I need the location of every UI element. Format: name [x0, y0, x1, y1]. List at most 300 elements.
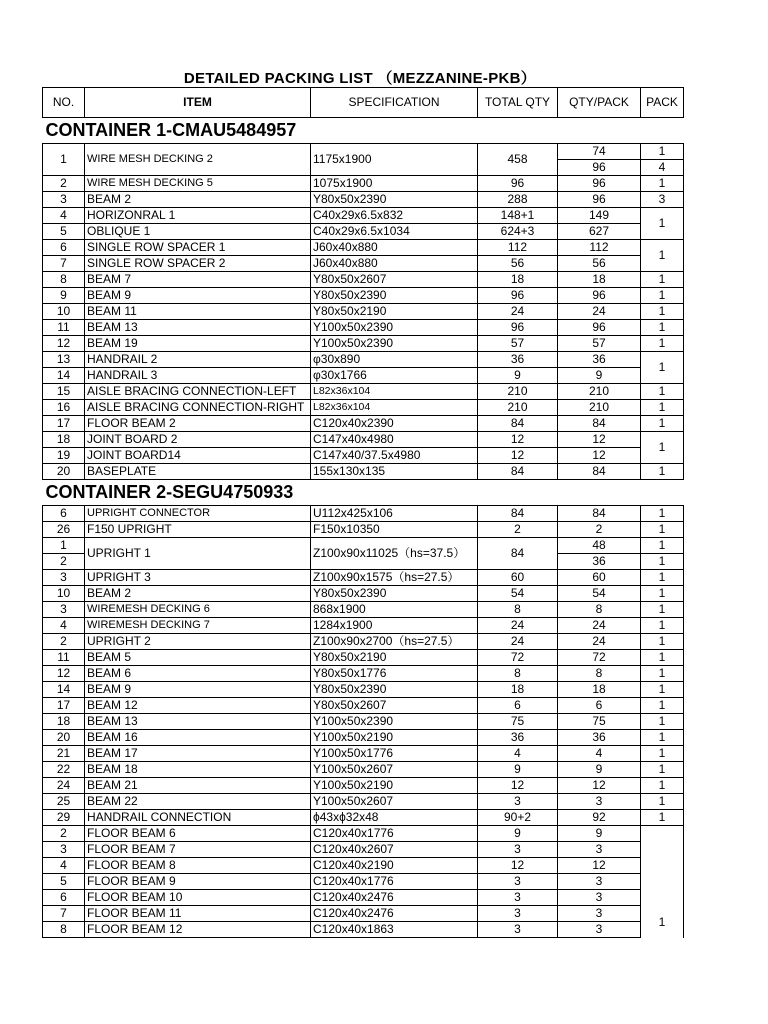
- item-cell: JOINT BOARD14: [85, 448, 311, 464]
- no-cell: 11: [43, 650, 85, 666]
- container-heading-row: [43, 480, 684, 506]
- spec-cell: Y100x50x2190: [311, 730, 478, 746]
- item-cell: FLOOR BEAM 2: [85, 416, 311, 432]
- no-cell: 12: [43, 666, 85, 682]
- total-cell: 36: [478, 352, 558, 368]
- item-cell: BEAM 18: [85, 762, 311, 778]
- no-cell: 24: [43, 778, 85, 794]
- table-row: [43, 714, 684, 730]
- total-cell: 12: [478, 432, 558, 448]
- item-cell: HANDRAIL 2: [85, 352, 311, 368]
- table-row: [43, 762, 684, 778]
- total-cell: 18: [478, 682, 558, 698]
- total-cell: 60: [478, 570, 558, 586]
- table-row: [43, 144, 684, 160]
- spec-cell: L82x36x104: [311, 400, 478, 416]
- container-heading: CONTAINER 2-SEGU4750933: [43, 480, 684, 506]
- qty-cell: 9: [558, 368, 641, 384]
- pack-cell: 1: [641, 288, 684, 304]
- pack-cell: 1: [641, 666, 684, 682]
- qty-cell: 9: [558, 762, 641, 778]
- item-cell: WIREMESH DECKING 6: [85, 602, 311, 618]
- spec-cell: 155x130x135: [311, 464, 478, 480]
- qty-cell: 84: [558, 506, 641, 522]
- qty-cell: 2: [558, 522, 641, 538]
- pack-cell: 4: [641, 160, 684, 176]
- item-cell: FLOOR BEAM 8: [85, 858, 311, 874]
- qty-cell: 48: [558, 538, 641, 554]
- no-cell: 20: [43, 730, 85, 746]
- total-cell: 96: [478, 176, 558, 192]
- item-cell: BEAM 6: [85, 666, 311, 682]
- item-cell: FLOOR BEAM 11: [85, 906, 311, 922]
- no-cell: 1: [43, 144, 85, 176]
- total-cell: 84: [478, 464, 558, 480]
- spec-cell: Y100x50x1776: [311, 746, 478, 762]
- spec-cell: Y80x50x2190: [311, 650, 478, 666]
- qty-cell: 60: [558, 570, 641, 586]
- table-row: [43, 874, 684, 890]
- table-row: [43, 890, 684, 906]
- pack-cell: 1: [641, 602, 684, 618]
- item-cell: HORIZONRAL 1: [85, 208, 311, 224]
- item-cell: BEAM 11: [85, 304, 311, 320]
- no-cell: 29: [43, 810, 85, 826]
- qty-cell: 627: [558, 224, 641, 240]
- spec-cell: C40x29x6.5x1034: [311, 224, 478, 240]
- total-cell: 9: [478, 762, 558, 778]
- table-row: [43, 826, 684, 842]
- pack-cell: 1: [641, 384, 684, 400]
- item-cell: UPRIGHT 1: [85, 538, 311, 570]
- total-cell: 36: [478, 730, 558, 746]
- item-cell: BEAM 13: [85, 320, 311, 336]
- qty-cell: 75: [558, 714, 641, 730]
- spec-cell: Y100x50x2390: [311, 320, 478, 336]
- item-cell: FLOOR BEAM 12: [85, 922, 311, 938]
- spec-cell: Y100x50x2607: [311, 794, 478, 810]
- table-row: [43, 906, 684, 922]
- table-row: [43, 922, 684, 938]
- pack-cell: 1: [641, 352, 684, 384]
- total-cell: 24: [478, 618, 558, 634]
- qty-cell: 96: [558, 320, 641, 336]
- spec-cell: J60x40x880: [311, 256, 478, 272]
- item-cell: BEAM 7: [85, 272, 311, 288]
- qty-cell: 210: [558, 384, 641, 400]
- no-cell: 21: [43, 746, 85, 762]
- pack-cell: 1: [641, 538, 684, 554]
- table-row: [43, 208, 684, 224]
- total-cell: 458: [478, 144, 558, 176]
- total-cell: 3: [478, 890, 558, 906]
- no-cell: 9: [43, 288, 85, 304]
- total-cell: 84: [478, 506, 558, 522]
- pack-cell: 1: [641, 730, 684, 746]
- item-cell: OBLIQUE 1: [85, 224, 311, 240]
- total-cell: 8: [478, 602, 558, 618]
- total-cell: 12: [478, 778, 558, 794]
- no-cell: 2: [43, 634, 85, 650]
- qty-cell: 3: [558, 922, 641, 938]
- qty-cell: 74: [558, 144, 641, 160]
- table-row: [43, 586, 684, 602]
- qty-cell: 24: [558, 304, 641, 320]
- spec-cell: F150x10350: [311, 522, 478, 538]
- total-cell: 4: [478, 746, 558, 762]
- no-cell: 22: [43, 762, 85, 778]
- item-cell: BEAM 12: [85, 698, 311, 714]
- pack-cell: 1: [641, 698, 684, 714]
- qty-cell: 96: [558, 288, 641, 304]
- table-row: [43, 384, 684, 400]
- item-cell: BEAM 9: [85, 288, 311, 304]
- qty-cell: 3: [558, 874, 641, 890]
- pack-cell: 1: [641, 208, 684, 240]
- table-row: [43, 368, 684, 384]
- column-header: QTY/PACK: [558, 88, 641, 118]
- total-cell: 9: [478, 368, 558, 384]
- no-cell: 2: [43, 554, 85, 570]
- pack-cell: 1: [641, 778, 684, 794]
- total-cell: 24: [478, 304, 558, 320]
- qty-cell: 56: [558, 256, 641, 272]
- pack-cell: 1: [641, 240, 684, 272]
- qty-cell: 57: [558, 336, 641, 352]
- qty-cell: 6: [558, 698, 641, 714]
- spec-cell: Y80x50x2390: [311, 192, 478, 208]
- no-cell: 15: [43, 384, 85, 400]
- item-cell: WIREMESH DECKING 7: [85, 618, 311, 634]
- spec-cell: Y80x50x2390: [311, 288, 478, 304]
- total-cell: 2: [478, 522, 558, 538]
- column-header: PACK: [641, 88, 684, 118]
- table-row: [43, 400, 684, 416]
- table-row: [43, 522, 684, 538]
- item-cell: BEAM 21: [85, 778, 311, 794]
- spec-cell: C120x40x1863: [311, 922, 478, 938]
- item-cell: FLOOR BEAM 6: [85, 826, 311, 842]
- spec-cell: C120x40x2476: [311, 906, 478, 922]
- pack-cell: 1: [641, 794, 684, 810]
- spec-cell: φ30x890: [311, 352, 478, 368]
- pack-cell: 1: [641, 464, 684, 480]
- spec-cell: C120x40x2190: [311, 858, 478, 874]
- total-cell: 288: [478, 192, 558, 208]
- item-cell: JOINT BOARD 2: [85, 432, 311, 448]
- pack-cell: 1: [641, 634, 684, 650]
- total-cell: 210: [478, 400, 558, 416]
- table-row: [43, 416, 684, 432]
- no-cell: 13: [43, 352, 85, 368]
- table-row: [43, 240, 684, 256]
- no-cell: 26: [43, 522, 85, 538]
- spec-cell: Z100x90x1575（hs=27.5）: [311, 570, 478, 586]
- table-row: [43, 778, 684, 794]
- qty-cell: 12: [558, 448, 641, 464]
- pack-cell: 1: [641, 522, 684, 538]
- qty-cell: 84: [558, 464, 641, 480]
- spec-cell: 868x1900: [311, 602, 478, 618]
- qty-cell: 210: [558, 400, 641, 416]
- table-row: [43, 192, 684, 208]
- table-row: [43, 602, 684, 618]
- spec-cell: C147x40x4980: [311, 432, 478, 448]
- header-row: [43, 88, 684, 118]
- item-cell: BEAM 17: [85, 746, 311, 762]
- total-cell: 90+2: [478, 810, 558, 826]
- no-cell: 7: [43, 256, 85, 272]
- total-cell: 18: [478, 272, 558, 288]
- spec-cell: C147x40/37.5x4980: [311, 448, 478, 464]
- column-header: ITEM: [85, 88, 311, 118]
- item-cell: BEAM 19: [85, 336, 311, 352]
- no-cell: 1: [43, 538, 85, 554]
- qty-cell: 36: [558, 730, 641, 746]
- table-row: [43, 448, 684, 464]
- no-cell: 3: [43, 192, 85, 208]
- qty-cell: 24: [558, 618, 641, 634]
- pack-cell: 1: [641, 682, 684, 698]
- spec-cell: 1075x1900: [311, 176, 478, 192]
- total-cell: 84: [478, 538, 558, 570]
- pack-cell: 1: [641, 320, 684, 336]
- item-cell: FLOOR BEAM 7: [85, 842, 311, 858]
- total-cell: 3: [478, 906, 558, 922]
- no-cell: 16: [43, 400, 85, 416]
- table-row: [43, 224, 684, 240]
- pack-cell: 1: [641, 416, 684, 432]
- table-row: [43, 272, 684, 288]
- no-cell: 25: [43, 794, 85, 810]
- page-title: DETAILED PACKING LIST （MEZZANINE-PKB）: [183, 70, 537, 87]
- total-cell: 3: [478, 794, 558, 810]
- qty-cell: 3: [558, 842, 641, 858]
- qty-cell: 36: [558, 352, 641, 368]
- spec-cell: C120x40x2476: [311, 890, 478, 906]
- no-cell: 3: [43, 842, 85, 858]
- qty-cell: 96: [558, 160, 641, 176]
- qty-cell: 92: [558, 810, 641, 826]
- spec-cell: φ30x1766: [311, 368, 478, 384]
- pack-cell: 1: [641, 176, 684, 192]
- no-cell: 10: [43, 304, 85, 320]
- qty-cell: 54: [558, 586, 641, 602]
- pack-cell: 1: [641, 272, 684, 288]
- no-cell: 18: [43, 432, 85, 448]
- item-cell: UPRIGHT 3: [85, 570, 311, 586]
- spec-cell: ϕ43xϕ32x48: [311, 810, 478, 826]
- item-cell: HANDRAIL CONNECTION: [85, 810, 311, 826]
- table-row: [43, 618, 684, 634]
- no-cell: 14: [43, 682, 85, 698]
- no-cell: 3: [43, 602, 85, 618]
- pack-cell: 1: [641, 304, 684, 320]
- qty-cell: 3: [558, 906, 641, 922]
- spec-cell: 1175x1900: [311, 144, 478, 176]
- pack-cell: 1: [641, 432, 684, 464]
- total-cell: 210: [478, 384, 558, 400]
- total-cell: 9: [478, 826, 558, 842]
- packing-list-table: [42, 87, 684, 938]
- column-header: TOTAL QTY: [478, 88, 558, 118]
- spec-cell: Y80x50x2607: [311, 698, 478, 714]
- qty-cell: 84: [558, 416, 641, 432]
- spec-cell: C40x29x6.5x832: [311, 208, 478, 224]
- pack-cell: 1: [641, 570, 684, 586]
- table-row: [43, 506, 684, 522]
- table-row: [43, 432, 684, 448]
- qty-cell: 24: [558, 634, 641, 650]
- table-row: [43, 336, 684, 352]
- table-row: [43, 650, 684, 666]
- table-row: [43, 810, 684, 826]
- total-cell: 3: [478, 922, 558, 938]
- table-row: [43, 858, 684, 874]
- table-row: [43, 794, 684, 810]
- no-cell: 17: [43, 416, 85, 432]
- pack-cell: 1: [641, 586, 684, 602]
- table-row: [43, 256, 684, 272]
- item-cell: UPRIGHT CONNECTOR: [85, 506, 311, 522]
- column-header: SPECIFICATION: [311, 88, 478, 118]
- container-heading-row: [43, 118, 684, 144]
- spec-cell: Y80x50x2607: [311, 272, 478, 288]
- no-cell: 18: [43, 714, 85, 730]
- spec-cell: Y100x50x2390: [311, 714, 478, 730]
- table-row: [43, 666, 684, 682]
- qty-cell: 12: [558, 858, 641, 874]
- table-row: [43, 352, 684, 368]
- table-row: [43, 746, 684, 762]
- pack-cell: 1: [641, 826, 684, 938]
- spec-cell: J60x40x880: [311, 240, 478, 256]
- table-row: [43, 842, 684, 858]
- item-cell: BEAM 2: [85, 192, 311, 208]
- spec-cell: C120x40x2390: [311, 416, 478, 432]
- item-cell: FLOOR BEAM 9: [85, 874, 311, 890]
- qty-cell: 96: [558, 192, 641, 208]
- no-cell: 5: [43, 874, 85, 890]
- total-cell: 75: [478, 714, 558, 730]
- pack-cell: 1: [641, 810, 684, 826]
- pack-cell: 1: [641, 650, 684, 666]
- no-cell: 12: [43, 336, 85, 352]
- qty-cell: 72: [558, 650, 641, 666]
- no-cell: 5: [43, 224, 85, 240]
- qty-cell: 36: [558, 554, 641, 570]
- item-cell: UPRIGHT 2: [85, 634, 311, 650]
- pack-cell: 1: [641, 714, 684, 730]
- no-cell: 17: [43, 698, 85, 714]
- item-cell: SINGLE ROW SPACER 1: [85, 240, 311, 256]
- spec-cell: Y80x50x1776: [311, 666, 478, 682]
- no-cell: 19: [43, 448, 85, 464]
- no-cell: 4: [43, 618, 85, 634]
- total-cell: 24: [478, 634, 558, 650]
- no-cell: 14: [43, 368, 85, 384]
- item-cell: HANDRAIL 3: [85, 368, 311, 384]
- table-row: [43, 682, 684, 698]
- container-heading: CONTAINER 1-CMAU5484957: [43, 118, 684, 144]
- no-cell: 3: [43, 570, 85, 586]
- column-header: NO.: [43, 88, 85, 118]
- total-cell: 3: [478, 874, 558, 890]
- table-row: [43, 320, 684, 336]
- no-cell: 2: [43, 826, 85, 842]
- no-cell: 7: [43, 906, 85, 922]
- item-cell: BEAM 5: [85, 650, 311, 666]
- table-row: [43, 304, 684, 320]
- pack-cell: 1: [641, 400, 684, 416]
- item-cell: BEAM 16: [85, 730, 311, 746]
- spec-cell: Z100x90x2700（hs=27.5）: [311, 634, 478, 650]
- total-cell: 112: [478, 240, 558, 256]
- spec-cell: Y80x50x2390: [311, 586, 478, 602]
- item-cell: WIRE MESH DECKING 5: [85, 176, 311, 192]
- total-cell: 3: [478, 842, 558, 858]
- total-cell: 12: [478, 448, 558, 464]
- spec-cell: Y100x50x2607: [311, 762, 478, 778]
- spec-cell: U112x425x106: [311, 506, 478, 522]
- no-cell: 10: [43, 586, 85, 602]
- total-cell: 624+3: [478, 224, 558, 240]
- total-cell: 96: [478, 288, 558, 304]
- qty-cell: 8: [558, 666, 641, 682]
- qty-cell: 12: [558, 432, 641, 448]
- spec-cell: Y80x50x2190: [311, 304, 478, 320]
- no-cell: 4: [43, 208, 85, 224]
- total-cell: 96: [478, 320, 558, 336]
- spec-cell: Y80x50x2390: [311, 682, 478, 698]
- spec-cell: 1284x1900: [311, 618, 478, 634]
- spec-cell: L82x36x104: [311, 384, 478, 400]
- pack-cell: 1: [641, 618, 684, 634]
- table-row: [43, 634, 684, 650]
- item-cell: BEAM 9: [85, 682, 311, 698]
- spec-cell: C120x40x1776: [311, 826, 478, 842]
- qty-cell: 3: [558, 890, 641, 906]
- spec-cell: Z100x90x11025（hs=37.5）: [311, 538, 478, 570]
- total-cell: 57: [478, 336, 558, 352]
- qty-cell: 3: [558, 794, 641, 810]
- item-cell: BEAM 2: [85, 586, 311, 602]
- item-cell: SINGLE ROW SPACER 2: [85, 256, 311, 272]
- pack-cell: 1: [641, 144, 684, 160]
- no-cell: 20: [43, 464, 85, 480]
- pack-cell: 1: [641, 762, 684, 778]
- no-cell: 2: [43, 176, 85, 192]
- table-row: [43, 288, 684, 304]
- spec-cell: Y100x50x2390: [311, 336, 478, 352]
- no-cell: 8: [43, 922, 85, 938]
- qty-cell: 112: [558, 240, 641, 256]
- qty-cell: 4: [558, 746, 641, 762]
- total-cell: 56: [478, 256, 558, 272]
- total-cell: 6: [478, 698, 558, 714]
- item-cell: FLOOR BEAM 10: [85, 890, 311, 906]
- no-cell: 11: [43, 320, 85, 336]
- item-cell: AISLE BRACING CONNECTION-RIGHT: [85, 400, 311, 416]
- pack-cell: 1: [641, 746, 684, 762]
- item-cell: BEAM 22: [85, 794, 311, 810]
- total-cell: 84: [478, 416, 558, 432]
- total-cell: 148+1: [478, 208, 558, 224]
- table-row: [43, 538, 684, 554]
- item-cell: F150 UPRIGHT: [85, 522, 311, 538]
- table-row: [43, 176, 684, 192]
- table-row: [43, 464, 684, 480]
